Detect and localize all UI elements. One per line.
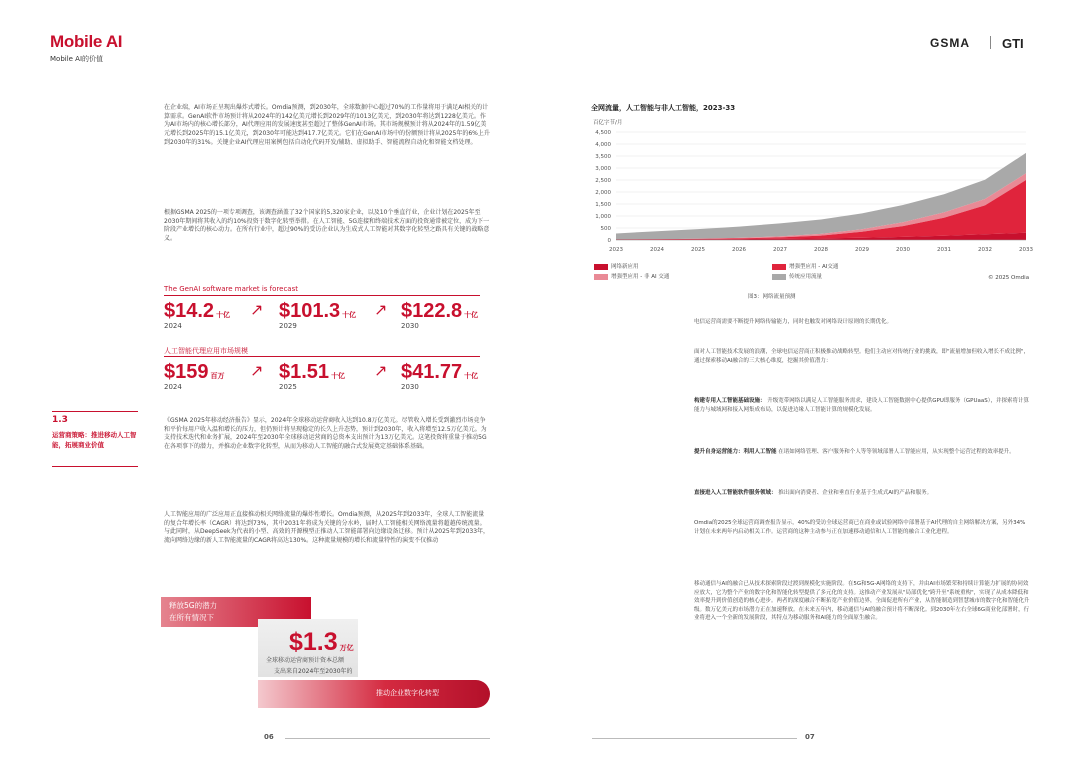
- traffic-area-chart: [588, 126, 1040, 254]
- section-title: 运营商策略：推进移动人工智能，拓展商业价值: [52, 431, 137, 449]
- kpi1-value-1: $14.2 十亿: [164, 300, 231, 322]
- legend-item-3: 增强型应用 - 非 AI 交通: [594, 272, 669, 280]
- kpi1-year-3: 2030: [401, 322, 419, 330]
- y-tick-label: 2,500: [595, 178, 611, 184]
- growth-arrow-icon: ↗: [250, 300, 264, 319]
- legend-item-1: 网络新应用: [594, 262, 639, 270]
- brand-title: Mobile AI: [50, 32, 123, 51]
- right-para-6: Omdia的2025全球运营商调查报告显示，40%的受访全球运营商已在商业或试验网络中部署基于AI代理的自主网络解决方案，另外34%计划在未来两年内启动相关工作。运营商的这种主动参与正在加速移动通信和人工智能的融合工业化进程。: [694, 520, 1026, 535]
- kpi1-year-2: 2029: [279, 322, 297, 330]
- y-tick-label: 3,000: [595, 166, 611, 172]
- growth-arrow-icon: ↗: [374, 300, 388, 319]
- intro-paragraph: 在企业端，AI市场正呈现出爆炸式增长。Omdia预测，到2030年，全球数据中心超过70%的工作量将用于满足AI相关的计算需求。GenAI软件市场预计将从2024年的142亿美元增长到2029年的1013亿美元，到2030年将达到1228亿美元。作为AI市场内的核心增长部分，AI代理应用的发展速度甚至超过了整体GenAI市场。其市场规模预计将从2024年的1.59亿美元增长到2025年的15.1亿美元，到2030年可能达到417.7亿美元。它们在GenAI市场中的份额预计将从2025年的6%上升到2030年的31%。关键企业AI代理应用案例包括自动化代码开发/辅助、虚拟助手、智能流程自动化和智能文档处理。: [164, 104, 490, 146]
- gti-logo: GTI: [1002, 36, 1024, 51]
- right-para-5: 直接进入人工智能软件服务领域： 推出面向消费者、企业和垂直行业基于生成式AI的产品和服务。: [694, 490, 933, 496]
- x-tick-label: 2030: [896, 247, 910, 253]
- x-tick-label: 2032: [978, 247, 992, 253]
- right-para-4: 提升自身运营能力：利用人工智能 在诸如网络管理、客户服务和个人等等领域部署人工智能应用，从实现整个运营过程的效率提升。: [694, 449, 1015, 455]
- growth-arrow-icon: ↗: [374, 361, 388, 380]
- x-tick-label: 2027: [773, 247, 787, 253]
- footer-rule-left: [285, 738, 490, 739]
- section-bottom-rule: [52, 466, 138, 467]
- legend-item-2: 增强型应用 - AI交通: [772, 262, 838, 270]
- operator-revenue-paragraph: 《GSMA 2025年移动经济报告》显示，2024年全球移动运营商收入达到10.8万亿美元。尽管收入增长受到激烈市场竞争和平价每用户收入温和增长的压力，但仍预计将呈现稳定的长久上升态势，预计到2030年，收入将增至12.5万亿美元。为支持技术迭代和业务扩展，2024年至2030年全球移动运营商的总资本支出预计为13万亿美元。这笔投资将重量于推动5G在各项事下的潜力，并推动企业数字化转型，从而为移动人工智能的融合式发展奠定基础体系基础。: [164, 417, 487, 451]
- banner-line-2: 在所有情况下: [169, 613, 214, 622]
- capex-desc-2: 支出来自2024年至2030年的: [274, 668, 353, 675]
- kpi2-year-1: 2024: [164, 383, 182, 391]
- brand-subtitle: Mobile AI的价值: [50, 55, 104, 63]
- section-number: 1.3: [52, 415, 68, 425]
- y-tick-label: 500: [600, 226, 611, 232]
- kpi1-divider: [164, 295, 480, 296]
- enterprise-transformation-banner: [258, 680, 490, 708]
- x-tick-label: 2026: [732, 247, 746, 253]
- right-para-2: 面对人工智能技术发展的浪潮，全球电信运营商正积极推动战略转型。他们主动应对传统行业的挑战，即"流量增加但收入增长不成比例"，通过探索移动AI融合的三大核心维度，挖掘其价值潜力：: [694, 349, 1030, 364]
- survey-paragraph: 根据GSMA 2025的一项专项调查，该调查涵盖了32个国家的5,320家企业，以及10个垂直行业，企业计划在2025年至2030年期间将其收入的约10%投资于数字化转型举措。在人工智能、5G连接和终端技术方面的投资通常被定位，成为下一阶段产业增长的核心动力。在所有行业中，超过90%的受访企业认为生成式人工智能对其数字化转型之路具有关键的战略意义。: [164, 209, 490, 243]
- kpi2-value-1: $159 百万: [164, 361, 225, 383]
- legend-swatch: [772, 274, 786, 280]
- legend-swatch: [594, 264, 608, 270]
- page-number-left: 06: [264, 733, 274, 741]
- x-tick-label: 2023: [609, 247, 623, 253]
- page-number-right: 07: [805, 733, 815, 741]
- ai-agent-market-title: 人工智能代理应用市场规模: [164, 347, 248, 355]
- right-para-7: 移动通信与AI的融合已从技术探索阶段过渡到规模化实施阶段。在5G和5G-A网络的支持下，并由AI市场繁荣和持续计算能力扩展的协同效应放大，它为整个产业的数字化和智能化转型提供了多元化的支持。这推动产业发展从"局部优化"跨升至"系统重构"，实现了从成本降低和效率提升到价值创造的核心进步。两者的深度融合不断拓宽产业价值边界，全面促进所有产业，从智能制造到智慧城市的数字化和智能化升级。数万亿美元的市场潜力正在加速释放。在未来五年内，移动通信与AI的融合预计将不断深化。到2030年左右全球6G商业化部署时，行业将进入一个全新的发展阶段，其特点为移动服务和AI能力的全面原生融合。: [694, 581, 1030, 622]
- capex-desc-1: 全球移动运营商预计资本总额: [266, 657, 345, 664]
- genai-market-title: The GenAI software market is forecast: [164, 285, 298, 293]
- section-top-rule: [52, 411, 138, 412]
- kpi1-value-3: $122.8 十亿: [401, 300, 479, 322]
- footer-rule-right: [592, 738, 797, 739]
- kpi2-value-2: $1.51 十亿: [279, 361, 346, 383]
- growth-arrow-icon: ↗: [250, 361, 264, 380]
- legend-swatch: [772, 264, 786, 270]
- x-tick-label: 2024: [650, 247, 664, 253]
- kpi2-year-3: 2030: [401, 383, 419, 391]
- kpi2-year-2: 2025: [279, 383, 297, 391]
- ai-traffic-paragraph: 人工智能应用的广泛应用正直接推动相关网络流量的爆炸性增长。Omdia预测，从2025年到2033年，全球人工智能流量的复合年增长率（CAGR）将达到73%，其中2031年将成为关键的分水岭，届时人工智能相关网络流量将超越传统流量。与此同时，从DeepSeek为代表的小型、高效的开源模型正推动人工智能部署向边缘设备迁移。预计从2025年到2033年，流向网络边缘的新人工智能流量的CAGR将高达130%。这种流量规模的增长和流量特性的演变不仅推动: [164, 511, 490, 545]
- legend-swatch: [594, 274, 608, 280]
- x-tick-label: 2031: [937, 247, 951, 253]
- x-tick-label: 2029: [855, 247, 869, 253]
- right-para-1: 电信运营商需要不断提升网络传输能力，同时也触发对网络设计原则的长期优化。: [694, 319, 893, 325]
- logo-divider: [990, 36, 991, 49]
- kpi2-divider: [164, 356, 480, 357]
- y-tick-label: 1,000: [595, 214, 611, 220]
- kpi1-year-1: 2024: [164, 322, 182, 330]
- y-tick-label: 4,000: [595, 142, 611, 148]
- chart-source: © 2025 Omdia: [988, 275, 1030, 281]
- x-tick-label: 2033: [1019, 247, 1033, 253]
- x-tick-label: 2028: [814, 247, 828, 253]
- chart-y-unit: 百亿字节/月: [593, 120, 623, 126]
- y-tick-label: 3,500: [595, 154, 611, 160]
- y-tick-label: 1,500: [595, 202, 611, 208]
- banner-text: 推动企业数字化转型: [376, 689, 439, 697]
- y-tick-label: 0: [607, 238, 611, 244]
- y-tick-label: 4,500: [595, 130, 611, 136]
- kpi1-value-2: $101.3 十亿: [279, 300, 357, 322]
- x-tick-label: 2025: [691, 247, 705, 253]
- right-para-3: 构建专用人工智能基础设施： 升级宽带网络以满足人工智能服务需求，建设人工智能数据中心提供GPU即服务（GPUaaS），并探索将计算能力与城域网和接入网集成布局，以促进边缘人工智能计算的规模化发展。: [694, 398, 1029, 413]
- y-tick-label: 2,000: [595, 190, 611, 196]
- kpi2-value-3: $41.77 十亿: [401, 361, 479, 383]
- chart-title: 全网流量，人工智能与非人工智能，2023-33: [591, 104, 736, 112]
- banner-line-1: 释放5G的潜力: [169, 601, 218, 610]
- gsma-logo: GSMA: [930, 36, 970, 50]
- legend-item-4: 传统应用流量: [772, 272, 822, 280]
- capex-value: $1.3 万亿: [289, 628, 354, 656]
- figure-caption: 图3：网络流量预测: [748, 294, 796, 300]
